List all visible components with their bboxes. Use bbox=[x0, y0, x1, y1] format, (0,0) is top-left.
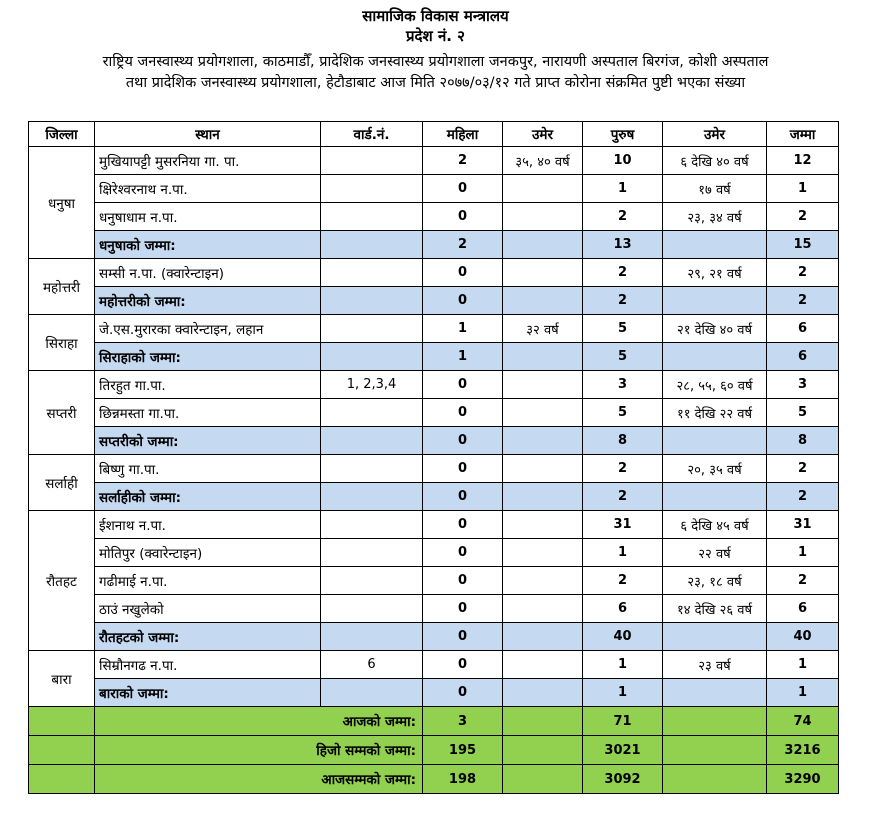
table-row bbox=[29, 175, 839, 203]
table-row bbox=[29, 315, 839, 343]
female-count-cell: 0 bbox=[423, 567, 503, 595]
grand-empty-cell bbox=[29, 765, 95, 794]
district-subtotal-row bbox=[29, 231, 839, 259]
grand-female-age-cell bbox=[503, 707, 583, 736]
table-row bbox=[29, 595, 839, 623]
grand-total-label: आजसम्मको जम्मा: bbox=[95, 765, 423, 794]
total-count-cell: 31 bbox=[767, 511, 839, 539]
male-age-cell: १७ वर्ष bbox=[663, 175, 767, 203]
table-row bbox=[29, 259, 839, 287]
female-count-cell: 1 bbox=[423, 315, 503, 343]
total-count-cell: 12 bbox=[767, 147, 839, 175]
female-count-cell: 0 bbox=[423, 455, 503, 483]
male-age-cell: २३, १८ वर्ष bbox=[663, 567, 767, 595]
male-count-cell: 1 bbox=[583, 539, 663, 567]
male-age-cell: ६ देखि ४० वर्ष bbox=[663, 147, 767, 175]
female-count-cell: 0 bbox=[423, 259, 503, 287]
ward-cell bbox=[321, 539, 423, 567]
female-age-cell bbox=[503, 567, 583, 595]
male-count-cell: 2 bbox=[583, 259, 663, 287]
female-count-cell: 0 bbox=[423, 511, 503, 539]
male-age-cell: ६ देखि ४५ वर्ष bbox=[663, 511, 767, 539]
grand-male-age-cell bbox=[663, 707, 767, 736]
table-header-row bbox=[29, 122, 839, 147]
grand-male-age-cell bbox=[663, 765, 767, 794]
grand-female-age-cell bbox=[503, 765, 583, 794]
district-name: बारा bbox=[29, 651, 95, 707]
ward-cell: 6 bbox=[321, 651, 423, 679]
ward-cell bbox=[321, 511, 423, 539]
district-name: सप्तरी bbox=[29, 371, 95, 455]
total-count-cell: 2 bbox=[767, 203, 839, 231]
place-cell: क्षिरेश्वरनाथ न.पा. bbox=[95, 175, 321, 203]
table-row bbox=[29, 455, 839, 483]
total-count-cell: 2 bbox=[767, 259, 839, 287]
subtotal-total-cell: 8 bbox=[767, 427, 839, 455]
district-subtotal-row bbox=[29, 623, 839, 651]
table-row bbox=[29, 399, 839, 427]
ward-cell bbox=[321, 455, 423, 483]
subtotal-male-cell: 40 bbox=[583, 623, 663, 651]
subtotal-male-age-cell bbox=[663, 343, 767, 371]
male-count-cell: 1 bbox=[583, 651, 663, 679]
female-age-cell bbox=[503, 259, 583, 287]
male-count-cell: 31 bbox=[583, 511, 663, 539]
male-age-cell: १४ देखि २६ वर्ष bbox=[663, 595, 767, 623]
col-total-header: जम्मा bbox=[767, 122, 839, 147]
place-cell: मुखियापट्टी मुसरनिया गा. पा. bbox=[95, 147, 321, 175]
male-age-cell: २१ देखि ४० वर्ष bbox=[663, 315, 767, 343]
female-age-cell bbox=[503, 539, 583, 567]
total-count-cell: 6 bbox=[767, 595, 839, 623]
subtotal-total-cell: 1 bbox=[767, 679, 839, 707]
ward-cell bbox=[321, 567, 423, 595]
report-subtitle bbox=[14, 52, 857, 94]
male-count-cell: 3 bbox=[583, 371, 663, 399]
ward-cell bbox=[321, 259, 423, 287]
subtitle-line-2: तथा प्रादेशिक जनस्वास्थ्य प्रयोगशाला, हेटौडाबाट आज मिति २०७७/०३/१२ गते प्राप्त कोरोना संक्रमित पुष्टी भएका संख्या bbox=[125, 75, 746, 91]
subtotal-label: रौतहटको जम्मा: bbox=[95, 623, 321, 651]
female-count-cell: 0 bbox=[423, 175, 503, 203]
female-age-cell bbox=[503, 455, 583, 483]
grand-female-cell: 195 bbox=[423, 736, 503, 765]
male-count-cell: 2 bbox=[583, 203, 663, 231]
subtotal-ward-cell bbox=[321, 287, 423, 315]
subtotal-label: सिराहाको जम्मा: bbox=[95, 343, 321, 371]
total-count-cell: 1 bbox=[767, 651, 839, 679]
table-row bbox=[29, 511, 839, 539]
subtotal-label: सप्तरीको जम्मा: bbox=[95, 427, 321, 455]
male-count-cell: 5 bbox=[583, 399, 663, 427]
grand-male-cell: 3021 bbox=[583, 736, 663, 765]
subtotal-ward-cell bbox=[321, 483, 423, 511]
col-male-age-header: उमेर bbox=[663, 122, 767, 147]
total-count-cell: 1 bbox=[767, 539, 839, 567]
subtotal-female-cell: 0 bbox=[423, 679, 503, 707]
table-row bbox=[29, 203, 839, 231]
district-subtotal-row bbox=[29, 427, 839, 455]
grand-total-cell: 74 bbox=[767, 707, 839, 736]
table-row bbox=[29, 371, 839, 399]
subtotal-male-age-cell bbox=[663, 231, 767, 259]
covid-cases-table bbox=[28, 121, 839, 794]
place-cell: गढीमाई न.पा. bbox=[95, 567, 321, 595]
subtotal-female-age-cell bbox=[503, 287, 583, 315]
table-row bbox=[29, 147, 839, 175]
grand-total-cell: 3290 bbox=[767, 765, 839, 794]
male-count-cell: 6 bbox=[583, 595, 663, 623]
subtotal-male-age-cell bbox=[663, 679, 767, 707]
female-age-cell bbox=[503, 511, 583, 539]
subtotal-male-age-cell bbox=[663, 623, 767, 651]
male-age-cell: २३ वर्ष bbox=[663, 651, 767, 679]
grand-female-age-cell bbox=[503, 736, 583, 765]
subtotal-ward-cell bbox=[321, 427, 423, 455]
grand-total-row bbox=[29, 736, 839, 765]
subtotal-total-cell: 2 bbox=[767, 483, 839, 511]
subtotal-total-cell: 15 bbox=[767, 231, 839, 259]
subtotal-total-cell: 6 bbox=[767, 343, 839, 371]
ward-cell bbox=[321, 315, 423, 343]
female-count-cell: 2 bbox=[423, 147, 503, 175]
grand-total-row bbox=[29, 765, 839, 794]
ward-cell bbox=[321, 399, 423, 427]
subtitle-line-1: राष्ट्रिय जनस्वास्थ्य प्रयोगशाला, काठमाडौँ, प्रादेशिक जनस्वास्थ्य प्रयोगशाला जनकपुर, नारायणी अस्पताल बिरगंज, कोशी अस्पताल bbox=[102, 54, 769, 70]
subtotal-female-age-cell bbox=[503, 483, 583, 511]
female-count-cell: 0 bbox=[423, 399, 503, 427]
table-row bbox=[29, 651, 839, 679]
table-body bbox=[29, 147, 839, 794]
ministry-title: सामाजिक विकास मन्त्रालय bbox=[362, 7, 509, 25]
male-count-cell: 2 bbox=[583, 567, 663, 595]
district-subtotal-row bbox=[29, 483, 839, 511]
male-age-cell: २२ वर्ष bbox=[663, 539, 767, 567]
subtotal-female-cell: 0 bbox=[423, 623, 503, 651]
district-subtotal-row bbox=[29, 679, 839, 707]
female-age-cell bbox=[503, 371, 583, 399]
male-age-cell: ११ देखि २२ वर्ष bbox=[663, 399, 767, 427]
subtotal-male-cell: 13 bbox=[583, 231, 663, 259]
place-cell: धनुषाधाम न.पा. bbox=[95, 203, 321, 231]
col-male-header: पुरुष bbox=[583, 122, 663, 147]
place-cell: ईशनाथ न.पा. bbox=[95, 511, 321, 539]
district-name: धनुषा bbox=[29, 147, 95, 259]
district-name: सिराहा bbox=[29, 315, 95, 371]
table-row bbox=[29, 539, 839, 567]
subtotal-female-cell: 2 bbox=[423, 231, 503, 259]
col-place-header: स्थान bbox=[95, 122, 321, 147]
subtotal-male-age-cell bbox=[663, 427, 767, 455]
col-district-header: जिल्ला bbox=[29, 122, 95, 147]
subtotal-female-age-cell bbox=[503, 679, 583, 707]
total-count-cell: 2 bbox=[767, 455, 839, 483]
ward-cell bbox=[321, 203, 423, 231]
subtotal-total-cell: 40 bbox=[767, 623, 839, 651]
female-count-cell: 0 bbox=[423, 203, 503, 231]
place-cell: ठाउं नखुलेको bbox=[95, 595, 321, 623]
subtotal-female-age-cell bbox=[503, 427, 583, 455]
total-count-cell: 6 bbox=[767, 315, 839, 343]
ward-cell bbox=[321, 175, 423, 203]
male-age-cell: २९, २१ वर्ष bbox=[663, 259, 767, 287]
subtotal-female-age-cell bbox=[503, 231, 583, 259]
male-count-cell: 5 bbox=[583, 315, 663, 343]
female-count-cell: 0 bbox=[423, 595, 503, 623]
subtotal-male-cell: 8 bbox=[583, 427, 663, 455]
col-female-age-header: उमेर bbox=[503, 122, 583, 147]
female-age-cell bbox=[503, 203, 583, 231]
subtotal-male-age-cell bbox=[663, 483, 767, 511]
place-cell: जे.एस.मुरारका क्वारेन्टाइन, लहान bbox=[95, 315, 321, 343]
district-subtotal-row bbox=[29, 343, 839, 371]
subtotal-male-age-cell bbox=[663, 287, 767, 315]
male-age-cell: २३, ३४ वर्ष bbox=[663, 203, 767, 231]
ward-cell bbox=[321, 595, 423, 623]
district-name: रौतहट bbox=[29, 511, 95, 651]
male-count-cell: 10 bbox=[583, 147, 663, 175]
male-age-cell: २०, ३५ वर्ष bbox=[663, 455, 767, 483]
col-ward-header: वार्ड.नं. bbox=[321, 122, 423, 147]
grand-empty-cell bbox=[29, 707, 95, 736]
province-title: प्रदेश नं. २ bbox=[406, 27, 465, 45]
female-age-cell bbox=[503, 175, 583, 203]
subtotal-ward-cell bbox=[321, 623, 423, 651]
place-cell: बिष्णु गा.पा. bbox=[95, 455, 321, 483]
place-cell: मोतिपुर (क्वारेन्टाइन) bbox=[95, 539, 321, 567]
subtotal-female-cell: 1 bbox=[423, 343, 503, 371]
subtotal-male-cell: 2 bbox=[583, 287, 663, 315]
total-count-cell: 2 bbox=[767, 567, 839, 595]
subtotal-ward-cell bbox=[321, 343, 423, 371]
female-age-cell bbox=[503, 651, 583, 679]
grand-female-cell: 3 bbox=[423, 707, 503, 736]
col-female-header: महिला bbox=[423, 122, 503, 147]
subtotal-ward-cell bbox=[321, 679, 423, 707]
subtotal-female-cell: 0 bbox=[423, 483, 503, 511]
total-count-cell: 5 bbox=[767, 399, 839, 427]
female-count-cell: 0 bbox=[423, 651, 503, 679]
table-row bbox=[29, 567, 839, 595]
female-age-cell bbox=[503, 595, 583, 623]
subtotal-ward-cell bbox=[321, 231, 423, 259]
female-count-cell: 0 bbox=[423, 371, 503, 399]
female-age-cell: ३५, ४० वर्ष bbox=[503, 147, 583, 175]
grand-male-age-cell bbox=[663, 736, 767, 765]
grand-total-row bbox=[29, 707, 839, 736]
subtotal-label: बाराको जम्मा: bbox=[95, 679, 321, 707]
grand-total-label: आजको जम्मा: bbox=[95, 707, 423, 736]
subtotal-total-cell: 2 bbox=[767, 287, 839, 315]
male-count-cell: 1 bbox=[583, 175, 663, 203]
grand-male-cell: 71 bbox=[583, 707, 663, 736]
grand-total-label: हिजो सम्मको जम्मा: bbox=[95, 736, 423, 765]
grand-empty-cell bbox=[29, 736, 95, 765]
subtotal-female-cell: 0 bbox=[423, 287, 503, 315]
district-subtotal-row bbox=[29, 287, 839, 315]
total-count-cell: 1 bbox=[767, 175, 839, 203]
subtotal-female-age-cell bbox=[503, 343, 583, 371]
subtotal-male-cell: 2 bbox=[583, 483, 663, 511]
subtotal-female-cell: 0 bbox=[423, 427, 503, 455]
female-age-cell: ३२ वर्ष bbox=[503, 315, 583, 343]
subtotal-female-age-cell bbox=[503, 623, 583, 651]
ward-cell: 1, 2,3,4 bbox=[321, 371, 423, 399]
place-cell: सम्सी न.पा. (क्वारेन्टाइन) bbox=[95, 259, 321, 287]
female-age-cell bbox=[503, 399, 583, 427]
subtotal-label: धनुषाको जम्मा: bbox=[95, 231, 321, 259]
ward-cell bbox=[321, 147, 423, 175]
female-count-cell: 0 bbox=[423, 539, 503, 567]
subtotal-label: महोत्तरीको जम्मा: bbox=[95, 287, 321, 315]
grand-female-cell: 198 bbox=[423, 765, 503, 794]
subtotal-male-cell: 5 bbox=[583, 343, 663, 371]
grand-male-cell: 3092 bbox=[583, 765, 663, 794]
subtotal-label: सर्लाहीको जम्मा: bbox=[95, 483, 321, 511]
male-count-cell: 2 bbox=[583, 455, 663, 483]
place-cell: तिरहुत गा.पा. bbox=[95, 371, 321, 399]
total-count-cell: 3 bbox=[767, 371, 839, 399]
place-cell: छिन्नमस्ता गा.पा. bbox=[95, 399, 321, 427]
male-age-cell: २८, ५५, ६० वर्ष bbox=[663, 371, 767, 399]
place-cell: सिम्रौनगढ न.पा. bbox=[95, 651, 321, 679]
grand-total-cell: 3216 bbox=[767, 736, 839, 765]
district-name: महोत्तरी bbox=[29, 259, 95, 315]
district-name: सर्लाही bbox=[29, 455, 95, 511]
subtotal-male-cell: 1 bbox=[583, 679, 663, 707]
